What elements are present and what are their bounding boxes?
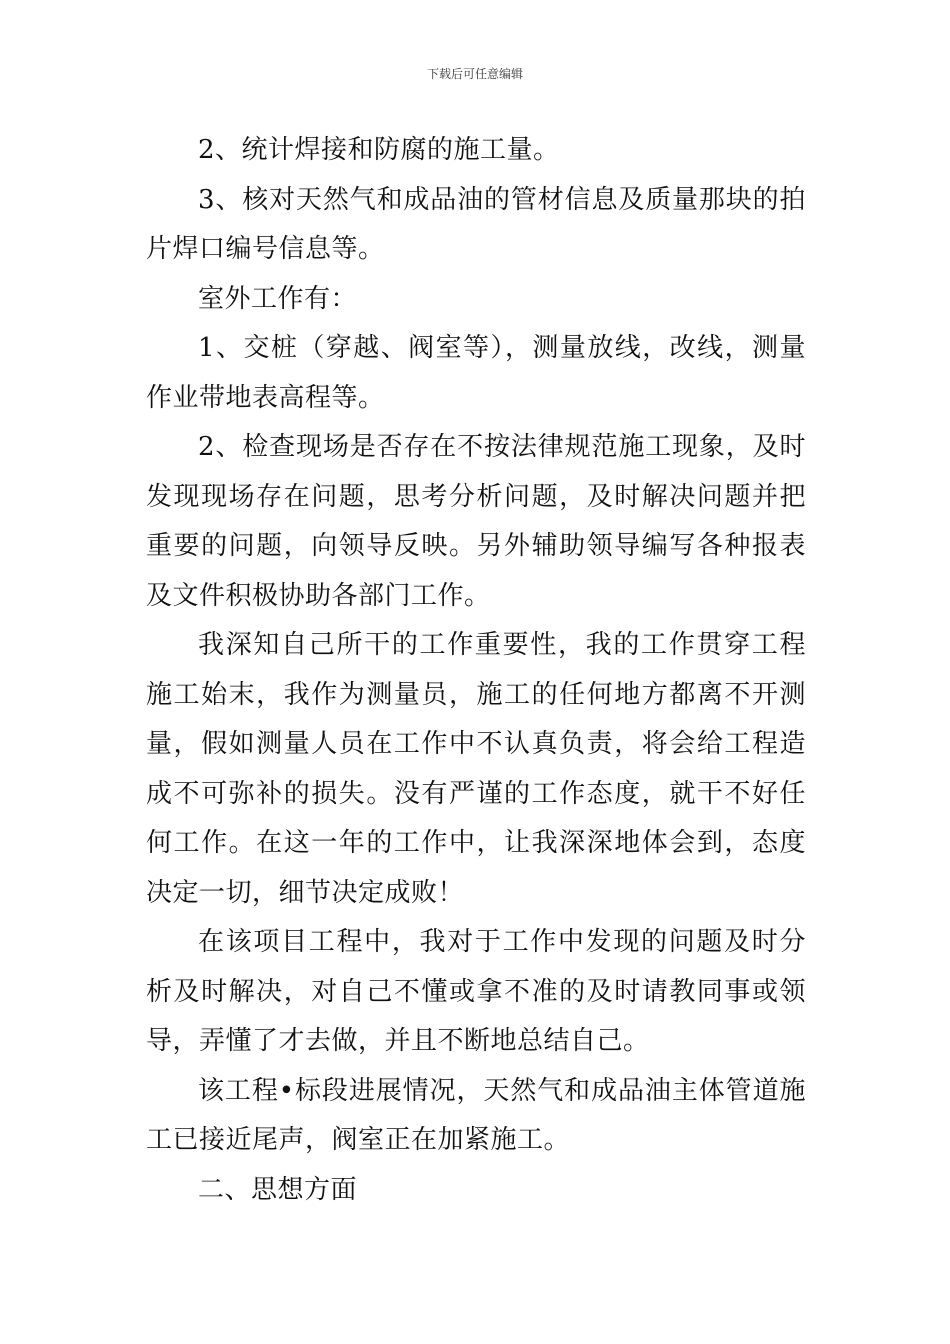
section-heading-ideology: 二、思想方面	[198, 1174, 358, 1205]
paragraph-pipe-verification: 3、核对天然气和成品油的管材信息及质量那块的拍片焊口编号信息等。	[146, 184, 806, 264]
page-header-note: 下载后可任意编辑	[426, 67, 523, 81]
paragraph-progress-status: 该工程•标段进展情况，天然气和成品油主体管道施工已接近尾声，阀室正在加紧施工。	[146, 1075, 806, 1155]
paragraph-problem-solving: 在该项目工程中，我对于工作中发现的问题及时分析及时解决，对自己不懂或拿不准的及时请教同事或领导，弄懂了才去做，并且不断地总结自己。	[146, 927, 806, 1056]
paragraph-welding-stats: 2、统计焊接和防腐的施工量。	[198, 135, 560, 165]
document-body	[146, 126, 806, 1215]
paragraph-stake-handover: 1、交桩（穿越、阀室等），测量放线，改线，测量作业带地表高程等。	[146, 333, 806, 413]
paragraph-outdoor-heading: 室外工作有：	[198, 283, 358, 314]
paragraph-work-importance: 我深知自己所干的工作重要性，我的工作贯穿工程施工始末，我作为测量员，施工的任何地方都离不开测量，假如测量人员在工作中不认真负责，将会给工程造成不可弥补的损失。没有严谨的工作态度，就干不好任何工作。在这一年的工作中，让我深深地体会到，态度决定一切，细节决定成败！	[146, 630, 806, 908]
paragraph-site-inspection: 2、检查现场是否存在不按法律规范施工现象，及时发现现场存在问题，思考分析问题，及时解决问题并把重要的问题，向领导反映。另外辅助领导编写各种报表及文件积极协助各部门工作。	[146, 432, 806, 611]
